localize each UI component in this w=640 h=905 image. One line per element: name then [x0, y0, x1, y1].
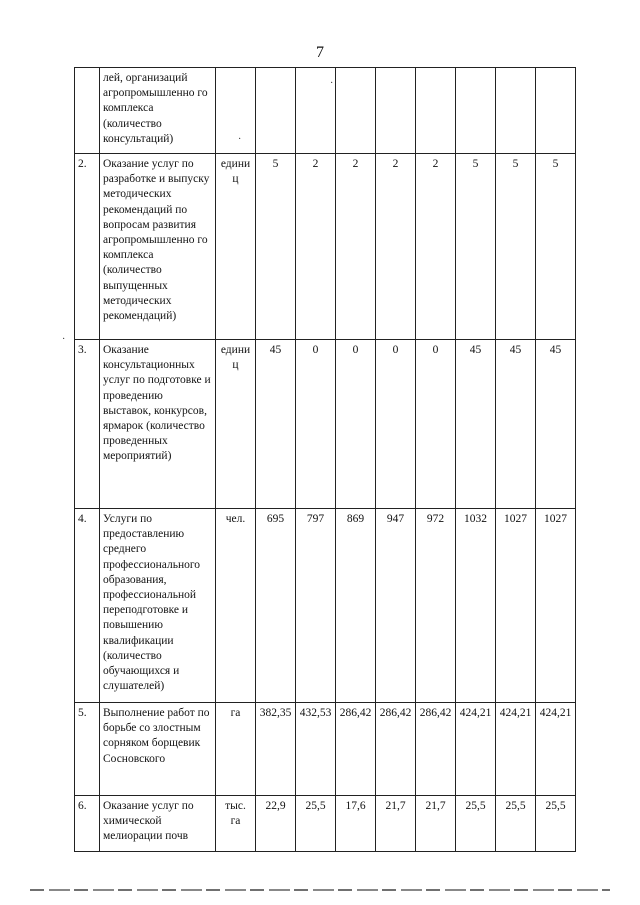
unit-cell: едини ц	[216, 340, 256, 509]
value-cell: 17,6	[336, 796, 376, 852]
value-cell: 1027	[496, 509, 536, 703]
value-cell: 45	[456, 340, 496, 509]
page-number: 7	[316, 44, 324, 61]
value-cell: 45	[256, 340, 296, 509]
value-cell: 0	[376, 340, 416, 509]
value-cell: 424,21	[496, 703, 536, 796]
unit-cell: чел.	[216, 509, 256, 703]
value-cell: 0	[336, 340, 376, 509]
value-cell: 21,7	[416, 796, 456, 852]
value-cell	[256, 68, 296, 154]
value-cell: 424,21	[536, 703, 576, 796]
value-cell: 0	[296, 340, 336, 509]
row-number: 2.	[75, 154, 100, 340]
value-cell: 869	[336, 509, 376, 703]
scan-edge-artifact	[30, 889, 610, 891]
value-cell	[536, 68, 576, 154]
value-cell: 432,53	[296, 703, 336, 796]
value-cell	[376, 68, 416, 154]
value-cell	[416, 68, 456, 154]
value-cell: 25,5	[496, 796, 536, 852]
value-cell: 286,42	[336, 703, 376, 796]
value-cell: 25,5	[456, 796, 496, 852]
value-cell: 25,5	[296, 796, 336, 852]
value-cell: 22,9	[256, 796, 296, 852]
table-row	[75, 154, 576, 340]
value-cell: 382,35	[256, 703, 296, 796]
services-table	[74, 67, 576, 852]
value-cell: 947	[376, 509, 416, 703]
service-name: лей, организаций агропромышленно го комплекса (количество консультаций)	[100, 68, 216, 154]
table-row	[75, 796, 576, 852]
table-row	[75, 509, 576, 703]
value-cell: 5	[536, 154, 576, 340]
value-cell: 1027	[536, 509, 576, 703]
service-name: Оказание консультационных услуг по подготовке и проведению выставок, конкурсов, ярмарок (количество проведенных мероприятий)	[100, 340, 216, 509]
unit-cell: га	[216, 703, 256, 796]
table-row	[75, 703, 576, 796]
value-cell	[496, 68, 536, 154]
value-cell: 2	[336, 154, 376, 340]
unit-cell: едини ц	[216, 154, 256, 340]
value-cell: 286,42	[376, 703, 416, 796]
row-number: 6.	[75, 796, 100, 852]
value-cell: 5	[456, 154, 496, 340]
value-cell: 2	[376, 154, 416, 340]
value-cell: 2	[296, 154, 336, 340]
value-cell: 25,5	[536, 796, 576, 852]
value-cell: 2	[416, 154, 456, 340]
value-cell: 0	[416, 340, 456, 509]
value-cell: 695	[256, 509, 296, 703]
value-cell	[456, 68, 496, 154]
service-name: Услуги по предоставлению среднего профессионального образования, профессиональной переподготовке и повышению квалификации (количество обучающихся и слушателей)	[100, 509, 216, 703]
value-cell: 424,21	[456, 703, 496, 796]
value-cell: 286,42	[416, 703, 456, 796]
row-number: 5.	[75, 703, 100, 796]
service-name: Выполнение работ по борьбе со злостным сорняком борщевик Сосновского	[100, 703, 216, 796]
value-cell: 5	[256, 154, 296, 340]
scan-dot: ·	[238, 134, 242, 145]
value-cell: 1032	[456, 509, 496, 703]
scan-dot: ·	[330, 78, 334, 89]
value-cell: 21,7	[376, 796, 416, 852]
value-cell: 972	[416, 509, 456, 703]
row-number	[75, 68, 100, 154]
row-number: 4.	[75, 509, 100, 703]
service-name: Оказание услуг по разработке и выпуску методических рекомендаций по вопросам развития агропромышленно го комплекса (количество выпущенных методических рекомендаций)	[100, 154, 216, 340]
table-row	[75, 68, 576, 154]
value-cell	[336, 68, 376, 154]
unit-cell	[216, 68, 256, 154]
value-cell: 5	[496, 154, 536, 340]
service-name: Оказание услуг по химической мелиорации почв	[100, 796, 216, 852]
value-cell: 45	[496, 340, 536, 509]
table-row	[75, 340, 576, 509]
scan-dot: ·	[62, 334, 66, 345]
row-number: 3.	[75, 340, 100, 509]
value-cell: 45	[536, 340, 576, 509]
value-cell: 797	[296, 509, 336, 703]
unit-cell: тыс. га	[216, 796, 256, 852]
